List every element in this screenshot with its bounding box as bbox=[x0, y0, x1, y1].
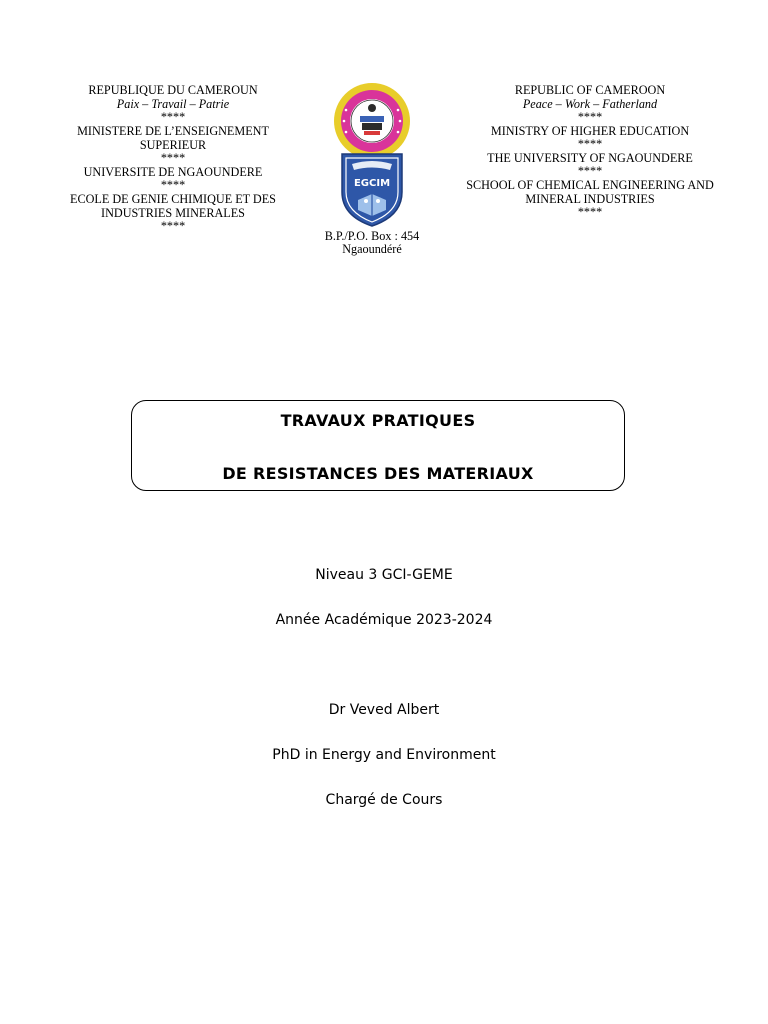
separator: **** bbox=[160, 219, 186, 233]
motto-fr: Paix – Travail – Patrie bbox=[116, 97, 230, 111]
egcim-logo-text: EGCIM bbox=[353, 178, 391, 189]
separator: **** bbox=[160, 151, 186, 165]
title-box bbox=[131, 400, 625, 491]
school-en: SCHOOL OF CHEMICAL ENGINEERING AND MINERAL INDUSTRIES bbox=[466, 178, 714, 206]
academic-year: Année Académique 2023-2024 bbox=[275, 612, 493, 628]
author-position: Chargé de Cours bbox=[325, 792, 443, 808]
country-name-fr: REPUBLIQUE DU CAMEROUN bbox=[88, 83, 258, 97]
author-name: Dr Veved Albert bbox=[328, 702, 440, 718]
egcim-shield-logo bbox=[340, 152, 404, 228]
motto-en: Peace – Work – Fatherland bbox=[522, 97, 658, 111]
header-right-english bbox=[452, 83, 728, 219]
postal-address bbox=[286, 230, 458, 256]
university-seal-logo bbox=[333, 82, 411, 160]
ministry-fr: MINISTERE DE L’ENSEIGNEMENT SUPERIEUR bbox=[77, 124, 269, 152]
university-en: THE UNIVERSITY OF NGAOUNDERE bbox=[487, 151, 693, 165]
po-box: B.P./P.O. Box : 454 bbox=[324, 229, 420, 243]
title-line-2: DE RESISTANCES DES MATERIAUX bbox=[222, 464, 534, 483]
title-line-1: TRAVAUX PRATIQUES bbox=[280, 411, 476, 430]
header-left-french bbox=[52, 83, 294, 233]
separator: **** bbox=[577, 137, 603, 151]
separator: **** bbox=[160, 178, 186, 192]
school-fr: ECOLE DE GENIE CHIMIQUE ET DES INDUSTRIES MINERALES bbox=[70, 192, 276, 220]
separator: **** bbox=[577, 205, 603, 219]
university-fr: UNIVERSITE DE NGAOUNDERE bbox=[83, 165, 263, 179]
author-degree: PhD in Energy and Environment bbox=[272, 747, 496, 763]
separator: **** bbox=[160, 110, 186, 124]
ministry-en: MINISTRY OF HIGHER EDUCATION bbox=[490, 124, 690, 138]
separator: **** bbox=[577, 110, 603, 124]
separator: **** bbox=[577, 164, 603, 178]
city: Ngaoundéré bbox=[342, 242, 402, 256]
level: Niveau 3 GCI-GEME bbox=[315, 567, 453, 583]
country-name-en: REPUBLIC OF CAMEROON bbox=[514, 83, 666, 97]
